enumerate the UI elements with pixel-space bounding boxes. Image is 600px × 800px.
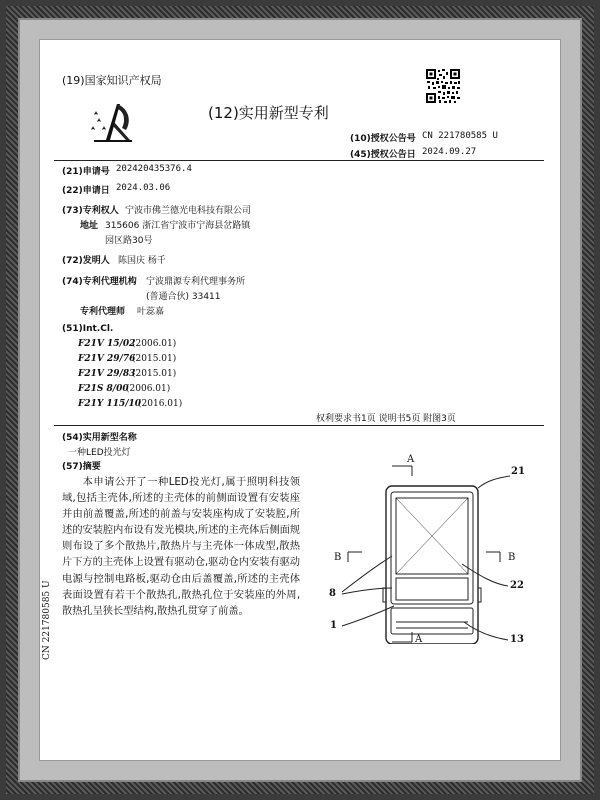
document-type: (12)实用新型专利 bbox=[208, 104, 329, 122]
ref-8-label: 8 bbox=[329, 588, 336, 599]
patentee-label: (73)专利权人 bbox=[62, 206, 119, 216]
pub-no-label: (10)授权公告号 bbox=[350, 134, 416, 144]
office-name: (19)国家知识产权局 bbox=[62, 74, 162, 87]
header-rule bbox=[54, 160, 544, 161]
cnipa-logo-icon bbox=[86, 100, 136, 144]
class-year: (2006.01) bbox=[132, 339, 177, 349]
app-no: 202420435376.4 bbox=[116, 164, 192, 174]
abstract-label: (57)摘要 bbox=[62, 462, 101, 472]
section-a-top-label: A bbox=[407, 454, 415, 465]
abstract-text: 本申请公开了一种LED投光灯,属于照明科技领域,包括主壳体,所述的主壳体的前侧面设置有安装座并由前盖覆盖,所述的前盖与安装座构成了安装腔,所述的安装腔内布设有发光模块,所述的主壳体后侧面规则布设了多个散热片,散热片与主壳体一体成型,散热片下方的主壳体上设置有驱动仓,驱动仓内安装有驱动电源与控制电路板,驱动仓由后盖覆盖,所述的主壳体表面设置有若干个散热孔,散热孔位于安装座的外周,散热孔呈狭长型结构,散热孔贯穿了前盖。 bbox=[62, 476, 300, 617]
pub-date: 2024.09.27 bbox=[422, 147, 477, 157]
ref-13-label: 13 bbox=[510, 634, 524, 645]
ref-21-label: 21 bbox=[511, 466, 525, 477]
class-code: F21V 29/76 bbox=[78, 354, 136, 364]
address-line-1: 315606 浙江省宁波市宁海县岔路镇 bbox=[105, 221, 251, 231]
pub-date-label: (45)授权公告日 bbox=[350, 150, 416, 160]
qr-code-icon bbox=[425, 68, 461, 104]
app-no-label: (21)申请号 bbox=[62, 167, 110, 177]
agent-label: 专利代理师 bbox=[80, 307, 126, 317]
class-year: (2015.01) bbox=[132, 369, 177, 379]
ref-1-label: 1 bbox=[330, 620, 337, 631]
patent-page bbox=[40, 40, 560, 760]
app-date-label: (22)申请日 bbox=[62, 186, 110, 196]
side-doc-id: CN 221780585 U bbox=[42, 580, 52, 660]
pages-info: 权利要求书1页 说明书5页 附图3页 bbox=[316, 414, 456, 424]
agency-label: (74)专利代理机构 bbox=[62, 277, 137, 287]
utility-model-name: 一种LED投光灯 bbox=[68, 448, 131, 458]
abstract-figure bbox=[284, 454, 554, 644]
section-rule bbox=[54, 425, 544, 426]
inventor-label: (72)发明人 bbox=[62, 256, 110, 266]
class-code: F21V 15/02 bbox=[78, 339, 136, 349]
inventors: 陈国庆 杨千 bbox=[118, 256, 166, 266]
address-label: 地址 bbox=[80, 221, 99, 231]
class-code: F21V 29/83 bbox=[78, 369, 136, 379]
utility-model-name-label: (54)实用新型名称 bbox=[62, 433, 137, 443]
patentee: 宁波市佛兰德光电科技有限公司 bbox=[125, 206, 252, 216]
class-year: (2006.01) bbox=[126, 384, 171, 394]
app-date: 2024.03.06 bbox=[116, 183, 171, 193]
pub-no: CN 221780585 U bbox=[422, 131, 498, 141]
section-b-left-label: B bbox=[334, 552, 342, 563]
section-b-right-label: B bbox=[508, 552, 516, 563]
address-line-2: 园区路30号 bbox=[105, 236, 153, 246]
intcl-label: (51)Int.Cl. bbox=[62, 324, 114, 334]
class-year: (2016.01) bbox=[138, 399, 183, 409]
ref-22-label: 22 bbox=[510, 580, 524, 591]
class-year: (2015.01) bbox=[132, 354, 177, 364]
agency-line-2: (普通合伙) 33411 bbox=[146, 292, 221, 302]
agent: 叶蕊嘉 bbox=[137, 307, 165, 317]
agency-line-1: 宁波鼎源专利代理事务所 bbox=[146, 277, 246, 287]
class-code: F21S 8/00 bbox=[78, 384, 129, 394]
section-a-bottom-label: A bbox=[415, 634, 423, 645]
class-code: F21Y 115/10 bbox=[78, 399, 142, 409]
